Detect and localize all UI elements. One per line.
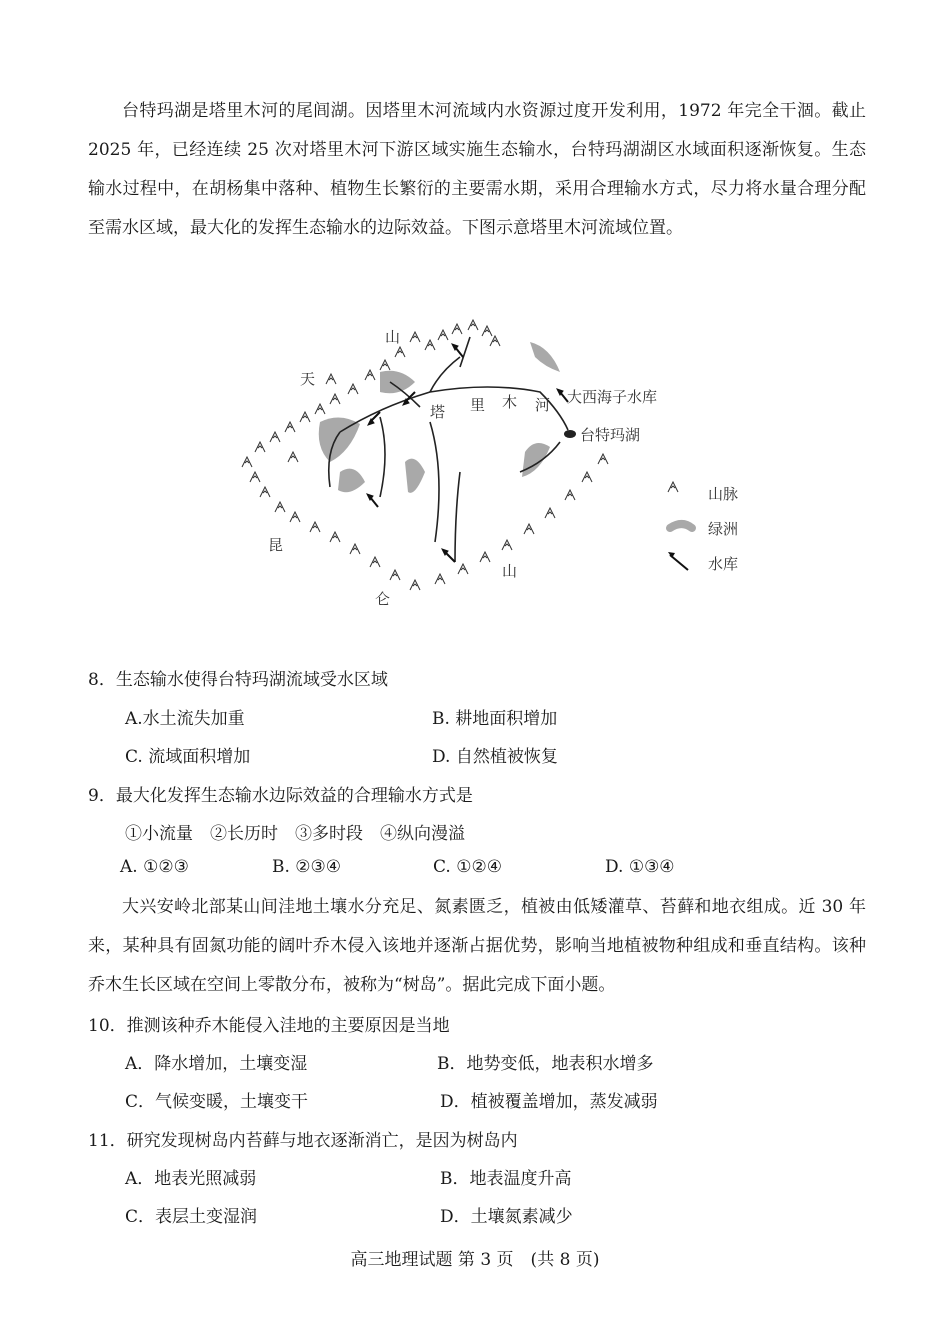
q9-option-b: B. ②③④ xyxy=(272,857,342,877)
q10-stem: 10．推测该种乔木能侵入洼地的主要原因是当地 xyxy=(88,1016,450,1036)
q11-option-a: A．地表光照减弱 xyxy=(125,1169,257,1189)
q9-option-c: C. ①②④ xyxy=(433,857,502,877)
q10-option-b: B．地势变低，地表积水增多 xyxy=(437,1054,654,1074)
lake-shape xyxy=(564,430,576,438)
label-tian: 天 xyxy=(300,370,316,388)
passage-tarim: 台特玛湖是塔里木河的尾闾湖。因塔里木河流域内水资源过度开发利用，1972 年完全干涸。截止 2025 年，已经连续 25 次对塔里木河下游区域实施生态输水，台特玛湖湖区水域面积逐渐恢复。生态输水过程中，在胡杨集中落种、植物生长繁衍的主要需水期，采用合理输水方式，尽力将水量合理分配至需水区域，最大化的发挥生态输水的边际效益。下图示意塔里木河流域位置。 xyxy=(88,101,866,238)
q8-option-d: D. 自然植被恢复 xyxy=(432,747,558,767)
q8-option-a: A.水土流失加重 xyxy=(125,709,245,729)
legend-oasis-icon xyxy=(670,524,692,528)
q11-option-c: C．表层土变湿润 xyxy=(125,1207,258,1227)
label-shan-top: 山 xyxy=(385,328,401,346)
label-he: 河 xyxy=(535,396,551,414)
legend-reservoir-label: 水库 xyxy=(708,555,739,573)
tarim-basin-map xyxy=(230,312,770,612)
map-legend xyxy=(668,482,738,573)
q11-option-b: B．地表温度升高 xyxy=(440,1169,572,1189)
passage-tree-island: 大兴安岭北部某山间洼地土壤水分充足、氮素匮乏，植被由低矮灌草、苔藓和地衣组成。近 30 年来，某种具有固氮功能的阔叶乔木侵入该地并逐渐占据优势，影响当地植被物种组成和垂直结构。该种乔木生长区域在空间上零散分布，被称为“树岛”。据此完成下面小题。 xyxy=(88,897,866,995)
q9-option-d: D. ①③④ xyxy=(605,857,675,877)
legend-mountain-icon xyxy=(668,482,678,492)
legend-oasis-label: 绿洲 xyxy=(708,520,739,538)
q8-stem: 8．生态输水使得台特玛湖流域受水区域 xyxy=(88,670,388,690)
q8-option-c: C. 流域面积增加 xyxy=(125,747,251,767)
q10-option-a: A．降水增加，土壤变湿 xyxy=(125,1054,308,1074)
q10-option-c: C．气候变暖，土壤变干 xyxy=(125,1092,309,1112)
q10-option-d: D．植被覆盖增加，蒸发减弱 xyxy=(440,1092,658,1112)
label-reservoir: 大西海子水库 xyxy=(567,388,658,406)
q9-items: ①小流量 ②长历时 ③多时段 ④纵向漫溢 xyxy=(125,824,465,844)
label-lake: 台特玛湖 xyxy=(580,426,641,444)
q9-stem: 9．最大化发挥生态输水边际效益的合理输水方式是 xyxy=(88,786,473,806)
q9-option-a: A. ①②③ xyxy=(120,857,189,877)
legend-reservoir-icon xyxy=(670,555,688,570)
legend-mountain-label: 山脉 xyxy=(708,485,739,503)
label-lun: 仑 xyxy=(375,590,391,608)
label-shan-bottom: 山 xyxy=(502,562,518,580)
q8-option-b: B. 耕地面积增加 xyxy=(432,709,558,729)
label-kun: 昆 xyxy=(268,536,284,554)
page-footer: 高三地理试题 第 3 页 (共 8 页) xyxy=(350,1250,600,1270)
q11-stem: 11．研究发现树岛内苔藓与地衣逐渐消亡，是因为树岛内 xyxy=(88,1131,518,1151)
label-ta: 塔 xyxy=(430,403,446,421)
label-li: 里 xyxy=(470,396,486,414)
q11-option-d: D．土壤氮素减少 xyxy=(440,1207,573,1227)
label-mu: 木 xyxy=(502,393,518,411)
